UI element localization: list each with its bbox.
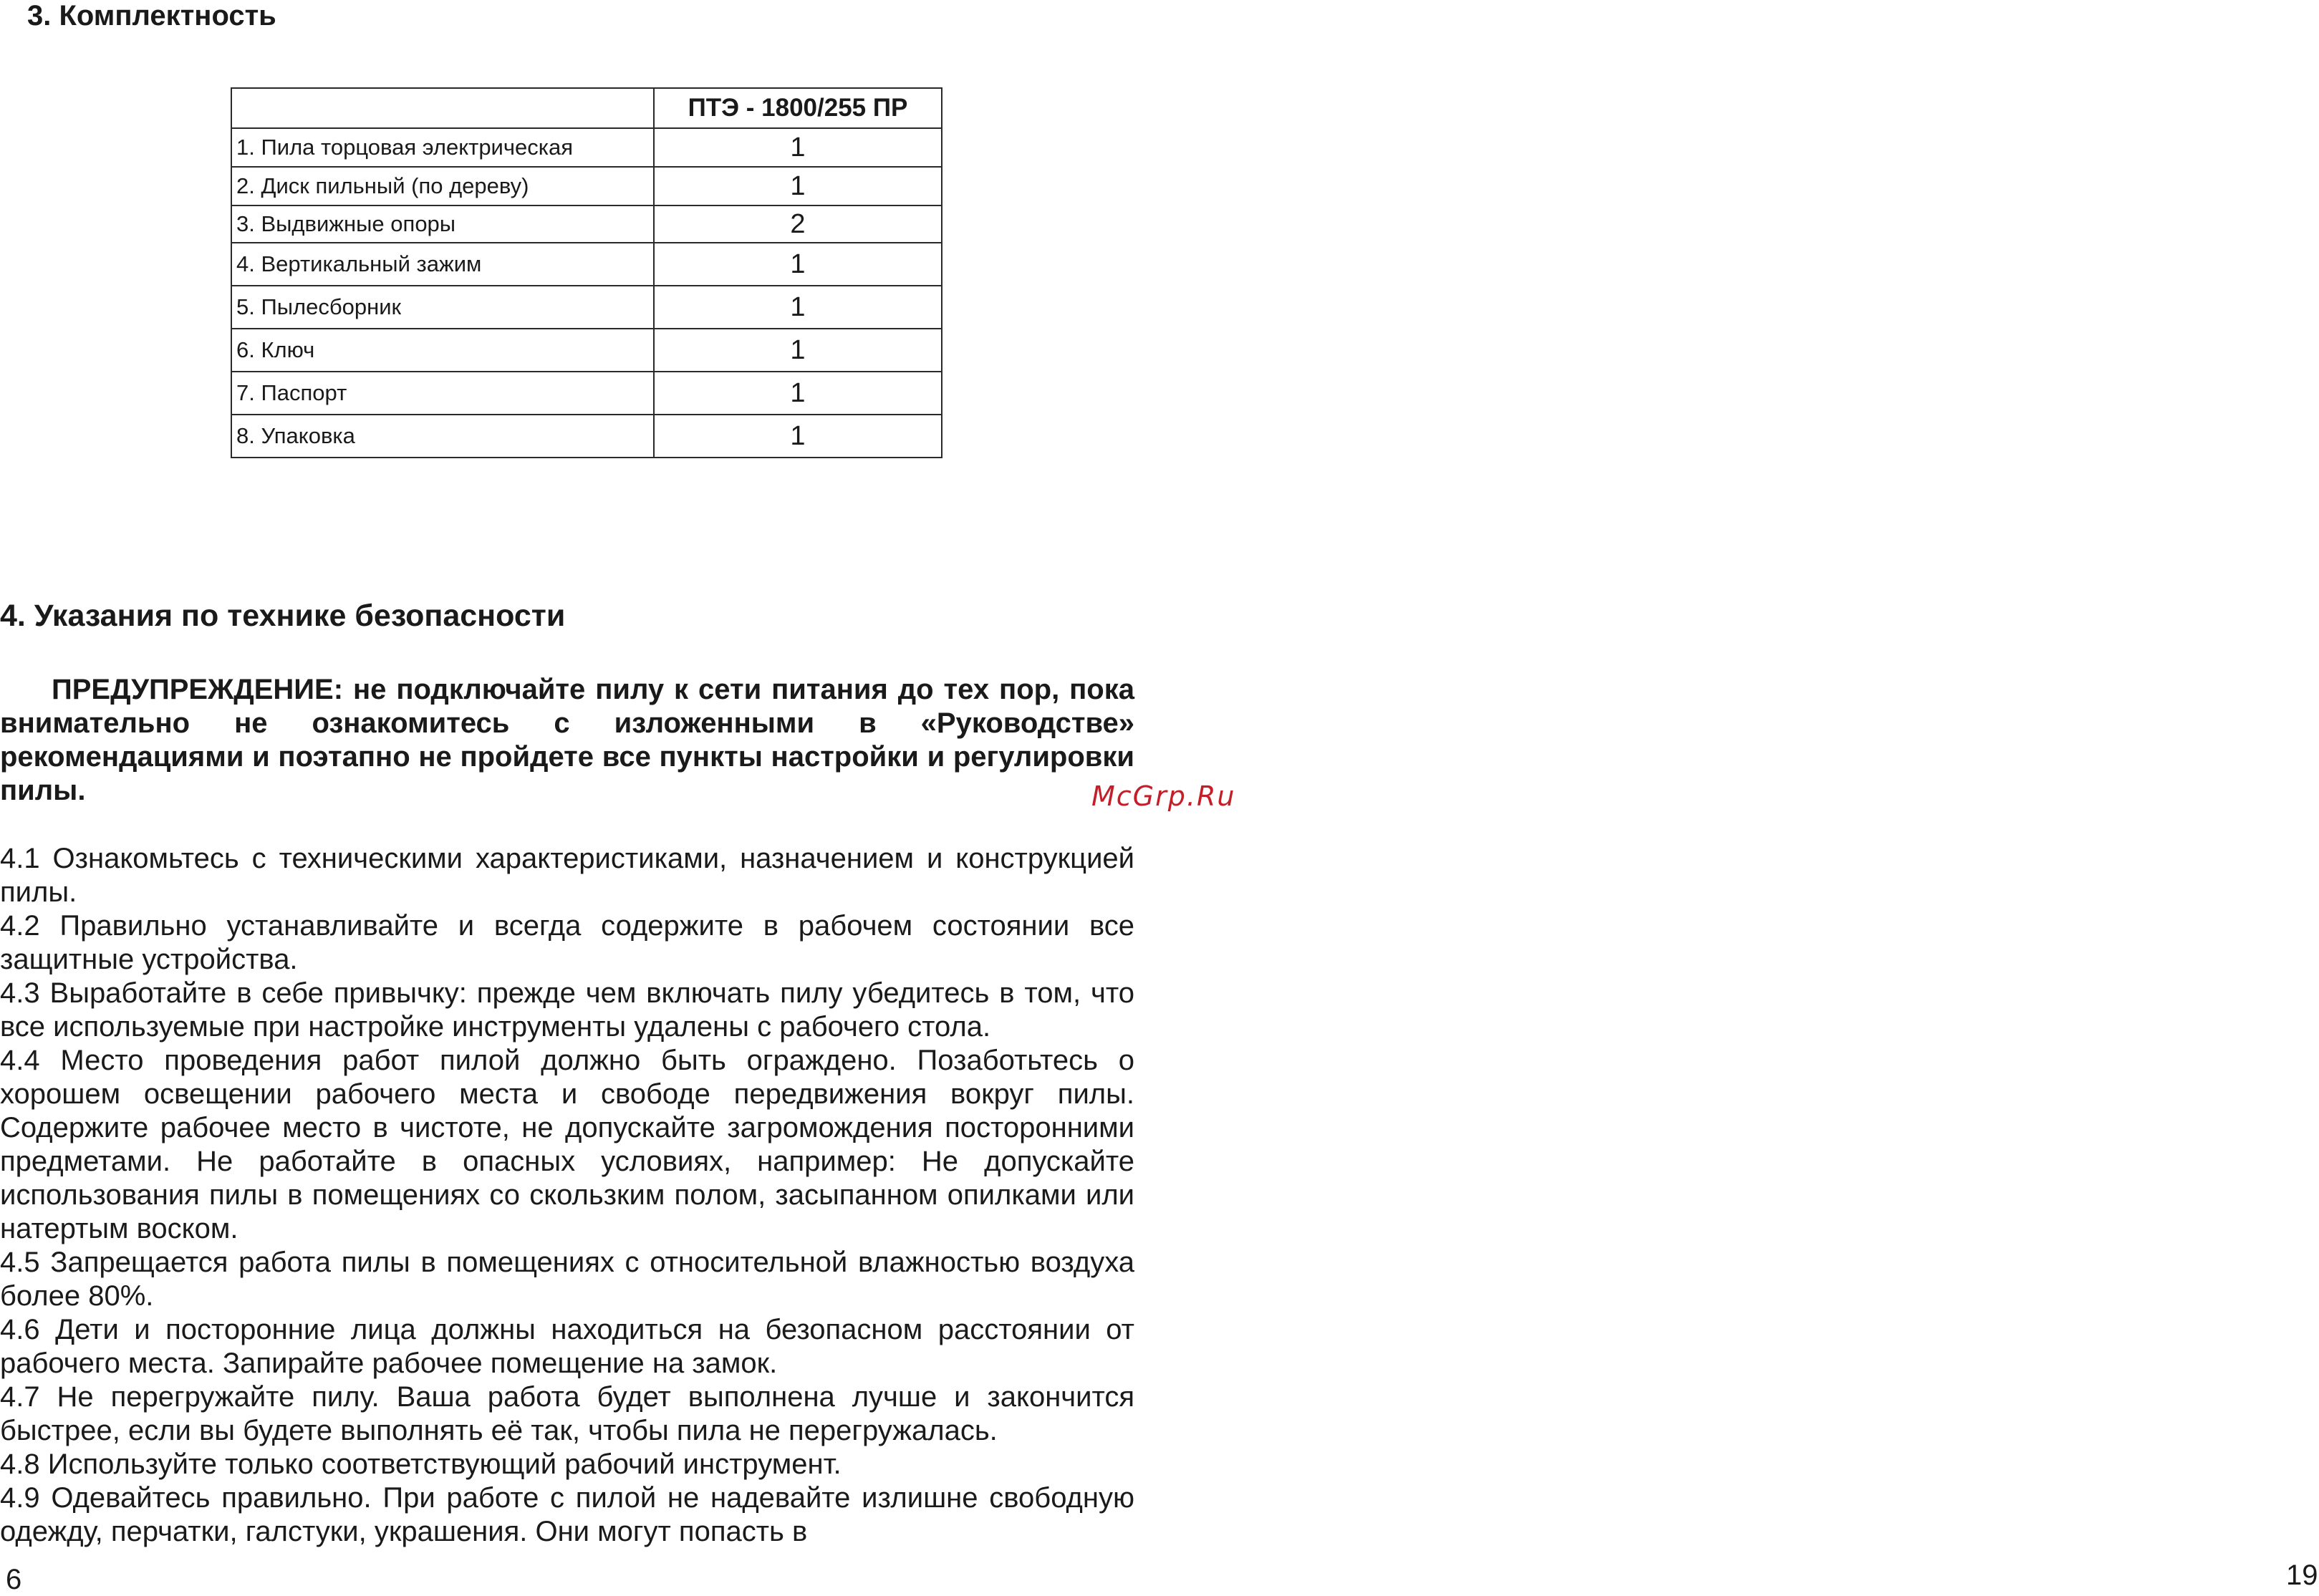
table-row [231,329,942,372]
safety-item: 4.3 Выработайте в себе привычку: прежде чем включать пилу убедитесь в том, что все используемые при настройке инструменты удалены с рабочего стола. [0,977,1134,1043]
safety-item: 4.1 Ознакомьтесь с техническими характеристиками, назначением и конструкцией пилы. [0,843,1134,908]
item-qty: 1 [654,243,942,286]
item-name: 8. Упаковка [231,415,654,458]
item-qty: 1 [654,372,942,415]
watermark: McGrp.Ru [1091,780,1236,812]
item-qty: 1 [654,415,942,458]
page-number-left: 6 [6,1564,22,1595]
item-qty: 1 [654,286,942,329]
table-row [231,205,942,243]
item-qty: 1 [654,167,942,205]
table-row [231,415,942,458]
kit-table [231,87,942,458]
safety-items [0,842,1134,1549]
item-qty: 1 [654,329,942,372]
safety-item: 4.2 Правильно устанавливайте и всегда содержите в рабочем состоянии все защитные устройства. [0,910,1134,975]
item-name: 1. Пила торцовая электрическая [231,128,654,167]
safety-item: 4.7 Не перегружайте пилу. Ваша работа будет выполнена лучше и закончится быстрее, если вы будете выполнять её так, чтобы пила не перегружалась. [0,1381,1134,1446]
table-row [231,243,942,286]
item-name: 4. Вертикальный зажим [231,243,654,286]
item-name: 5. Пылесборник [231,286,654,329]
item-name: 6. Ключ [231,329,654,372]
table-row [231,286,942,329]
table-row [231,372,942,415]
safety-item: 4.8 Используйте только соответствующий рабочий инструмент. [0,1449,842,1480]
item-qty: 2 [654,205,942,243]
kit-table-header-row [231,88,942,128]
item-name: 2. Диск пильный (по дереву) [231,167,654,205]
warning-paragraph: ПРЕДУПРЕЖДЕНИЕ: не подключайте пилу к сети питания до тех пор, пока внимательно не ознакомитесь с изложенными в «Руководстве» рекомендациями и поэтапно не пройдете все пункты настройки и регулировки пилы. [0,674,1134,806]
page-number-right: 19 [2286,1559,2318,1591]
safety-item: 4.9 Одевайтесь правильно. При работе с пилой не надевайте излишне свободную одежду, перчатки, галстуки, украшения. Они могут попасть в [0,1482,1134,1547]
section-3-title: 3. Комплектность [27,0,276,32]
safety-item: 4.5 Запрещается работа пилы в помещениях с относительной влажностью воздуха более 80%. [0,1247,1134,1312]
kit-table-empty-header [231,88,654,128]
item-name: 7. Паспорт [231,372,654,415]
item-name: 3. Выдвижные опоры [231,205,654,243]
section-4-title: 4. Указания по технике безопасности [0,599,566,633]
table-row [231,128,942,167]
item-qty: 1 [654,128,942,167]
safety-item: 4.6 Дети и посторонние лица должны находиться на безопасном расстоянии от рабочего места. Запирайте рабочее помещение на замок. [0,1314,1134,1379]
kit-table-model-header: ПТЭ - 1800/255 ПР [654,88,942,128]
table-row [231,167,942,205]
safety-item: 4.4 Место проведения работ пилой должно быть ограждено. Позаботьтесь о хорошем освещении рабочего места и свободе передвижения вокруг пилы. Содержите рабочее место в чистоте, не допускайте загромождения посторонними предметами. Не работайте в опасных условиях, например: Не допускайте использования пилы в помещениях со скользким полом, засыпанном опилками или натертым воском. [0,1045,1134,1244]
